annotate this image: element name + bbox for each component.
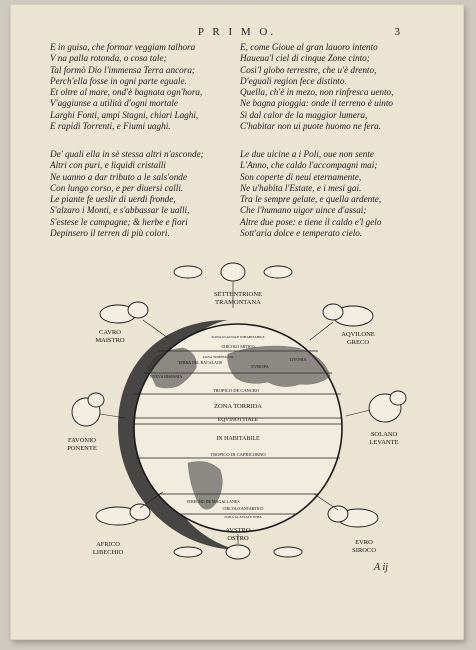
zona-torrida-label: ZONA TORRIDA bbox=[214, 403, 262, 410]
cloud-s bbox=[174, 545, 302, 559]
north-temperate-label: ZONA TEMPERATA bbox=[202, 355, 234, 359]
verse-line: Sì dal calor de la maggior lumera, bbox=[240, 109, 368, 120]
cloud-sw bbox=[96, 504, 150, 525]
world-map-woodcut bbox=[48, 258, 438, 568]
verse-line: De' quali ella in sè stessa altri n'asconde; bbox=[50, 149, 204, 159]
verse-line: Larghi Fonti, ampi Stagni, chiari Laghi, bbox=[50, 109, 199, 120]
south-frigid-label: ZONA GLACIALE INHA bbox=[224, 515, 262, 519]
cloud-se bbox=[328, 506, 378, 527]
signature-mark: A ij bbox=[374, 562, 388, 573]
verse-line: C'habitar non ui puote huomo ne fera. bbox=[240, 121, 382, 132]
wind-w-1: FAVONIO bbox=[68, 437, 96, 444]
stanza-right-1 bbox=[240, 42, 393, 132]
verse-line: L'Anno, che caldo l'accompagni mai; bbox=[240, 160, 378, 171]
world-map-svg bbox=[48, 258, 438, 568]
verse-line: Sott'aria dolce e temperato cielo. bbox=[240, 228, 363, 239]
wind-ne-2: GRECO bbox=[346, 339, 370, 346]
arctic-circle-label: CIRCOLO ARTICO bbox=[221, 344, 255, 349]
stanza-left-1 bbox=[50, 42, 202, 132]
verse-line: Ne bagna pioggia: onde il terreno è uinto bbox=[240, 98, 394, 109]
wind-ne-1: AQVILONE bbox=[341, 331, 375, 338]
verse-line: Le piante fe ueslir di uerdi fronde, bbox=[50, 194, 176, 205]
tropic-capricorn-label: TROPICO DI CAPRICORNO bbox=[210, 452, 266, 457]
verse-line: Altre due pose: e tiene il caldo e'l gelo bbox=[240, 216, 382, 227]
wind-e-2: LEVANTE bbox=[369, 439, 399, 446]
cloud-w bbox=[72, 393, 104, 426]
cloud-nw bbox=[100, 302, 148, 323]
wind-se-2: SIROCO bbox=[352, 547, 376, 554]
wind-nw-2: MAISTRO bbox=[95, 337, 125, 344]
page-number: 3 bbox=[394, 26, 400, 38]
verse-line: Ne u'habita l'Estate, e i mesi gai. bbox=[240, 182, 362, 193]
verse-line: Altri con puri, e liquidi cristalli bbox=[50, 160, 166, 171]
antarctic-circle-label: CIRCOLO ANTARTICO bbox=[222, 506, 264, 511]
running-title: P R I M O. bbox=[197, 26, 277, 38]
stanza-left-2 bbox=[50, 149, 204, 239]
europe-asia bbox=[228, 346, 330, 387]
verse-line: Depinsero il terren di più colori. bbox=[50, 228, 170, 239]
verse-line: D'eguali region fece distinto. bbox=[240, 75, 347, 86]
verse-line: Ne uanno a dar tributo a le sals'onde bbox=[50, 171, 187, 182]
terra-bacalaos-label: TERRA DEL BACALAOS bbox=[177, 360, 223, 365]
wind-w-2: PONENTE bbox=[67, 445, 97, 452]
wind-s-2: OSTRO bbox=[227, 535, 249, 542]
verse-line: E rapidi Torrenti, e Fiumi uaghi. bbox=[50, 121, 171, 132]
inhabitable-label: IN HABITABILE bbox=[216, 436, 260, 442]
stanza-right-2 bbox=[240, 149, 381, 239]
wind-s-1: AVSTRO bbox=[225, 527, 251, 534]
wind-n-1: SETTENTRIONE bbox=[213, 291, 263, 298]
verse-line: V'aggiunse a utilità d'ogni mortale bbox=[50, 98, 178, 109]
verse-line: Che l'humano uigor uince d'assai; bbox=[240, 205, 367, 216]
verse-line: S'estese le campagne; & herbe e fiori bbox=[50, 216, 188, 227]
book-page bbox=[10, 4, 464, 640]
verse-line: Et oltre al mare, ond'è bagnata ogn'hora, bbox=[50, 87, 203, 98]
verse-line: Con lungo corso, e per diuersi calli. bbox=[50, 182, 184, 193]
tropic-cancer-label: TROPICO DE CANCRO bbox=[212, 388, 260, 393]
verse-line: E, come Gioue al gran lauoro intento bbox=[240, 42, 378, 52]
europa-label: EVROPA bbox=[251, 364, 269, 369]
north-frigid-label: ZONA GLACIALE INHABITABILE bbox=[211, 335, 265, 339]
verse-line: Così'l globo terrestre, che u'è drento, bbox=[240, 64, 377, 75]
wind-n-2: TRAMONTANA bbox=[215, 299, 261, 306]
equator-label: EQVINOTTIALE bbox=[217, 417, 259, 423]
livonia-label: LIVONIA bbox=[289, 357, 307, 362]
wind-e-1: SOLANO bbox=[370, 431, 398, 438]
verse-line: Haueua'l ciel di cinque Zone cinto; bbox=[240, 53, 370, 64]
verse-line: E in guisa, che formar veggiam talhora bbox=[50, 42, 196, 52]
nueva-hispania-label: NVEVA HISPANIA bbox=[149, 374, 183, 379]
verse-line: Le due uicine a i Poli, oue non sente bbox=[240, 149, 374, 159]
verse-line: Tal formò Dio l'immensa Terra ancora; bbox=[50, 64, 195, 75]
page-header bbox=[10, 26, 464, 40]
verse-line: S'alzaro i Monti, e s'abbassar le ualli, bbox=[50, 205, 190, 216]
wind-nw-1: CAVRO bbox=[99, 329, 121, 336]
verse-line: Son coperte di neui eternamente, bbox=[240, 171, 362, 182]
cloud-e bbox=[369, 391, 406, 422]
wind-sw-1: AFRICO bbox=[96, 541, 120, 548]
verse-line: Quella, ch'è in mezo, non rinfresca uento, bbox=[240, 87, 394, 98]
wind-se-1: EVRO bbox=[355, 539, 373, 546]
verse-line: V na palla rotonda, o cosa tale; bbox=[50, 53, 167, 64]
cloud-north bbox=[174, 263, 292, 281]
magallanes-label: STRECHO DE MAGALLANES bbox=[186, 499, 240, 504]
verse-line: Perch'ella fosse in ogni parte eguale. bbox=[50, 75, 187, 86]
verse-line: Tra le sempre gelate, e quella ardente, bbox=[240, 194, 382, 205]
cloud-ne bbox=[323, 304, 373, 326]
wind-sw-2: LIBECHIO bbox=[92, 549, 124, 556]
